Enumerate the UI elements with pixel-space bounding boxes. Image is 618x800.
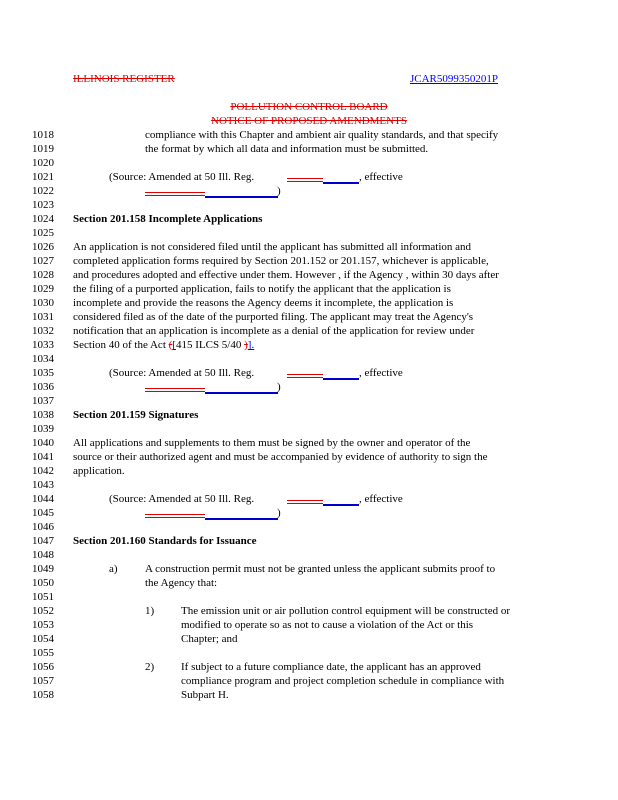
body-line: An application is not considered filed until the applicant has submitted all information and	[73, 241, 472, 253]
closing-paren: )	[277, 507, 281, 519]
line-number: 1038	[32, 409, 54, 421]
line-number: 1048	[32, 549, 54, 561]
citation-text: 415 ILCS 5/40	[175, 339, 242, 351]
source-note: (Source: Amended at 50 Ill. Reg.	[109, 171, 255, 183]
citation-open-deleted: (	[168, 339, 173, 351]
body-line: completed application forms required by Section 201.152 or 201.157, whichever is applicable,	[73, 255, 489, 267]
body-line: application.	[73, 465, 125, 477]
line-number: 1029	[32, 283, 54, 295]
jcar-id[interactable]: JCAR5099350201P	[410, 73, 499, 85]
line-number: 1049	[32, 563, 54, 575]
register-title: ILLINOIS REGISTER	[73, 73, 175, 85]
line-number: 1021	[32, 171, 54, 183]
blue-insert-line	[323, 378, 359, 380]
red-strike-line	[287, 500, 323, 501]
line-number: 1022	[32, 185, 54, 197]
body-line: compliance with this Chapter and ambient air quality standards, and that specify	[145, 129, 499, 141]
body-line: All applications and supplements to them must be signed by the owner and operator of the	[73, 437, 471, 449]
body-line: source or their authorized agent and must be accompanied by evidence of authority to sign the	[73, 451, 488, 463]
line-number: 1023	[32, 199, 54, 211]
effective-label: , effective	[359, 493, 403, 505]
body-line: considered filed as of the date of the purported filing. The applicant may treat the Agency's	[73, 311, 474, 323]
line-number: 1019	[32, 143, 54, 155]
line-number: 1026	[32, 241, 54, 253]
line-number: 1027	[32, 255, 54, 267]
body-line: Chapter; and	[181, 633, 238, 645]
line-number: 1040	[32, 437, 54, 449]
line-number: 1050	[32, 577, 54, 589]
list-marker-a: a)	[109, 563, 118, 575]
citation-lead: Section 40 of the Act	[73, 339, 166, 351]
body-line-citation	[73, 339, 254, 352]
line-number: 1057	[32, 675, 54, 687]
section-heading: Section 201.160 Standards for Issuance	[73, 535, 257, 547]
source-note: (Source: Amended at 50 Ill. Reg.	[109, 367, 255, 379]
line-number: 1039	[32, 423, 54, 435]
body-line: A construction permit must not be granted unless the applicant submits proof to	[145, 563, 496, 575]
line-number: 1018	[32, 129, 54, 141]
closing-paren: )	[277, 185, 281, 197]
red-strike-line	[287, 503, 323, 504]
line-number: 1033	[32, 339, 54, 351]
citation-close-deleted: )	[244, 339, 248, 351]
line-number: 1054	[32, 633, 54, 645]
line-number: 1028	[32, 269, 54, 281]
line-number: 1037	[32, 395, 54, 407]
line-number: 1042	[32, 465, 54, 477]
list-marker-2: 2)	[145, 661, 155, 673]
red-strike-line	[145, 514, 205, 515]
red-strike-line	[287, 374, 323, 375]
list-marker-1: 1)	[145, 605, 155, 617]
line-number: 1046	[32, 521, 54, 533]
body-line: and procedures adopted and effective under them. However , if the Agency , within 30 days after	[73, 269, 499, 281]
body-line: the format by which all data and information must be submitted.	[145, 143, 429, 155]
citation-end: ].	[247, 339, 255, 351]
body-line: The emission unit or air pollution control equipment will be constructed or	[181, 605, 511, 617]
blue-insert-line	[323, 182, 359, 184]
line-number: 1025	[32, 227, 54, 239]
source-note: (Source: Amended at 50 Ill. Reg.	[109, 493, 255, 505]
line-number: 1030	[32, 297, 54, 309]
body-line: Subpart H.	[181, 689, 229, 701]
line-number: 1036	[32, 381, 54, 393]
blue-insert-line	[205, 196, 278, 198]
effective-label: , effective	[359, 171, 403, 183]
line-number: 1032	[32, 325, 54, 337]
line-number: 1024	[32, 213, 54, 225]
line-number: 1041	[32, 451, 54, 463]
body-line: notification that an application is incomplete as a denial of the application for review under	[73, 325, 475, 337]
line-number: 1056	[32, 661, 54, 673]
effective-label: , effective	[359, 367, 403, 379]
line-number: 1043	[32, 479, 54, 491]
body-line: modified to operate so as not to cause a violation of the Act or this	[181, 619, 474, 631]
body-line: If subject to a future compliance date, the applicant has an approved	[181, 661, 481, 673]
line-number: 1058	[32, 689, 54, 701]
section-heading: Section 201.159 Signatures	[73, 409, 199, 421]
line-number: 1034	[32, 353, 54, 365]
section-heading: Section 201.158 Incomplete Applications	[73, 213, 263, 225]
red-strike-line	[145, 195, 205, 196]
notice-title: NOTICE OF PROPOSED AMENDMENTS	[211, 115, 407, 127]
line-number: 1055	[32, 647, 54, 659]
body-line: incomplete and provide the reasons the Agency deems it incomplete, the application is	[73, 297, 454, 309]
line-number: 1047	[32, 535, 54, 547]
red-strike-line	[287, 377, 323, 378]
line-number: 1020	[32, 157, 54, 169]
line-number: 1051	[32, 591, 54, 603]
line-number: 1035	[32, 367, 54, 379]
red-strike-line	[145, 517, 205, 518]
red-strike-line	[145, 391, 205, 392]
line-number: 1031	[32, 311, 54, 323]
line-number: 1044	[32, 493, 54, 505]
blue-insert-line	[205, 392, 278, 394]
red-strike-line	[287, 178, 323, 179]
line-number: 1045	[32, 507, 54, 519]
board-title: POLLUTION CONTROL BOARD	[230, 101, 388, 113]
citation-bracket: [	[172, 339, 176, 351]
red-strike-line	[145, 192, 205, 193]
red-strike-line	[145, 388, 205, 389]
blue-insert-line	[323, 504, 359, 506]
line-number: 1052	[32, 605, 54, 617]
body-line: the filing of a purported application, fails to notify the applicant that the application is	[73, 283, 451, 295]
body-line: compliance program and project completion schedule in compliance with	[181, 675, 505, 687]
body-line: the Agency that:	[145, 577, 218, 589]
closing-paren: )	[277, 381, 281, 393]
blue-insert-line	[205, 518, 278, 520]
red-strike-line	[287, 181, 323, 182]
line-number: 1053	[32, 619, 54, 631]
